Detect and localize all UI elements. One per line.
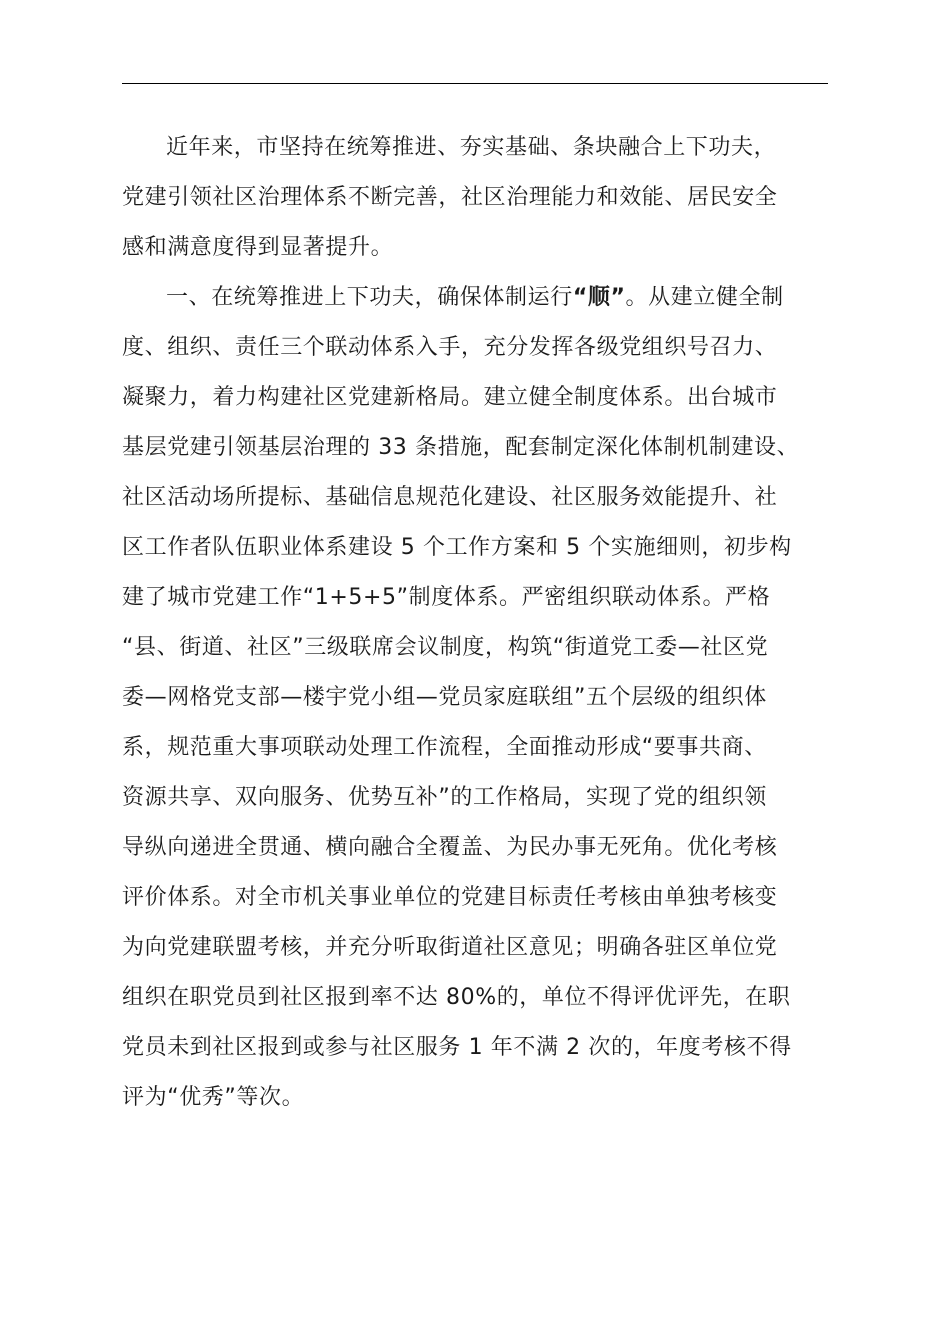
section1-heading-text: 一、在统筹推进上下功夫，确保体制运行 <box>166 285 573 310</box>
document-body <box>122 123 828 1123</box>
section1-line: 社区活动场所提标、基础信息规范化建设、社区服务效能提升、社 <box>122 485 778 510</box>
section1-line: 组织在职党员到社区报到率不达 80%的，单位不得评优评先，在职 <box>122 985 791 1010</box>
intro-line: 感和满意度得到显著提升。 <box>122 235 394 260</box>
header-rule <box>122 83 828 84</box>
section1-line: 度、组织、责任三个联动体系入手，充分发挥各级党组织号召力、 <box>122 335 778 360</box>
section1-heading-emphasis: “顺” <box>572 285 626 310</box>
section1-line: 区工作者队伍职业体系建设 5 个工作方案和 5 个实施细则，初步构 <box>122 535 792 560</box>
section1-line: 评价体系。对全市机关事业单位的党建目标责任考核由单独考核变 <box>122 885 778 910</box>
section1-line: 党员未到社区报到或参与社区服务 1 年不满 2 次的，年度考核不得 <box>122 1035 792 1060</box>
section1-line: “县、街道、社区”三级联席会议制度，构筑“街道党工委—社区党 <box>122 635 769 660</box>
section1-heading-tail: 。从建立健全制 <box>625 285 784 310</box>
section1-line: 评为“优秀”等次。 <box>122 1085 305 1110</box>
section1-line: 基层党建引领基层治理的 33 条措施，配套制定深化体制机制建设、 <box>122 435 800 460</box>
section1-line: 凝聚力，着力构建社区党建新格局。建立健全制度体系。出台城市 <box>122 385 778 410</box>
section1-line: 委—网格党支部—楼宇党小组—党员家庭联组”五个层级的组织体 <box>122 685 767 710</box>
section1-line: 资源共享、双向服务、优势互补”的工作格局，实现了党的组织领 <box>122 785 767 810</box>
intro-line: 党建引领社区治理体系不断完善，社区治理能力和效能、居民安全 <box>122 185 778 210</box>
section1-line: 建了城市党建工作“1+5+5”制度体系。严密组织联动体系。严格 <box>122 585 771 610</box>
section1-line: 为向党建联盟考核，并充分听取街道社区意见；明确各驻区单位党 <box>122 935 778 960</box>
section1-line: 导纵向递进全贯通、横向融合全覆盖、为民办事无死角。优化考核 <box>122 835 778 860</box>
section1-line: 系，规范重大事项联动处理工作流程，全面推动形成“要事共商、 <box>122 735 767 760</box>
intro-line: 近年来，市坚持在统筹推进、夯实基础、条块融合上下功夫， <box>166 135 777 160</box>
section1-heading-line <box>122 273 828 323</box>
